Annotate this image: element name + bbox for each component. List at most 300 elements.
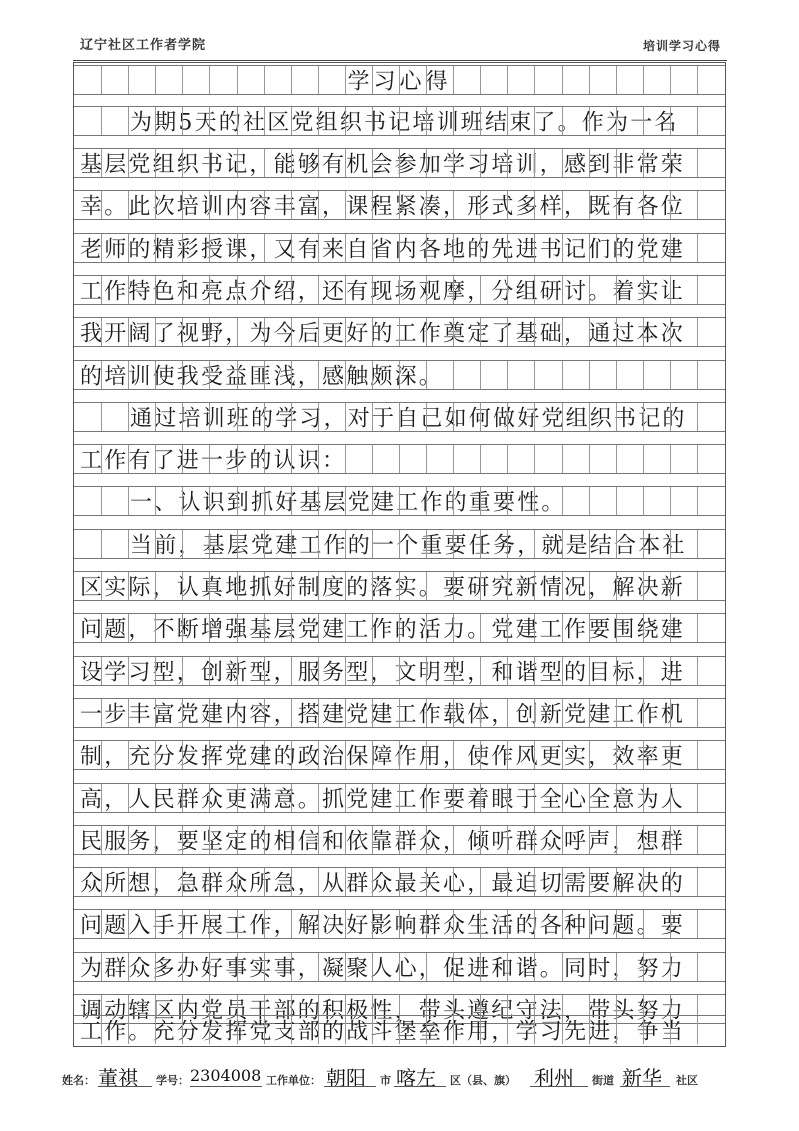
text-line-2 (74, 148, 725, 178)
grid-divider (562, 614, 563, 642)
grid-divider (670, 826, 671, 854)
grid-divider (426, 530, 427, 558)
grid-divider (643, 66, 644, 94)
grid-divider (534, 191, 535, 219)
grid-divider (426, 1016, 427, 1044)
grid-divider (670, 741, 671, 769)
grid-divider (507, 445, 508, 473)
grid-divider (480, 953, 481, 981)
grid-divider (372, 657, 373, 685)
grid-divider (399, 572, 400, 600)
grid-divider (534, 826, 535, 854)
grid-divider (643, 699, 644, 727)
text-line-17 (74, 783, 725, 813)
grid-divider (697, 572, 698, 600)
grid-divider (399, 361, 400, 389)
grid-divider (589, 784, 590, 812)
grid-divider (697, 276, 698, 304)
grid-divider (155, 530, 156, 558)
grid-divider (426, 445, 427, 473)
grid-divider (372, 953, 373, 981)
grid-divider (643, 953, 644, 981)
grid-divider (507, 487, 508, 515)
grid-divider (101, 826, 102, 854)
grid-divider (345, 572, 346, 600)
grid-divider (399, 1016, 400, 1044)
grid-divider (589, 1016, 590, 1044)
grid-divider (453, 614, 454, 642)
grid-divider (101, 487, 102, 515)
grid-divider (480, 910, 481, 938)
document-type: 培训学习心得 (642, 39, 721, 53)
grid-divider (372, 699, 373, 727)
grid-divider (643, 361, 644, 389)
grid-divider (670, 1016, 671, 1044)
street-value: 利州 (534, 1066, 574, 1090)
grid-divider (237, 953, 238, 981)
grid-divider (616, 403, 617, 431)
text-line-12 (74, 571, 725, 601)
grid-divider (453, 910, 454, 938)
grid-divider (697, 318, 698, 346)
grid-divider (670, 403, 671, 431)
grid-divider (101, 66, 102, 94)
grid-divider (589, 826, 590, 854)
grid-divider (264, 361, 265, 389)
grid-divider (291, 657, 292, 685)
grid-divider (480, 276, 481, 304)
grid-divider (128, 741, 129, 769)
grid-divider (453, 572, 454, 600)
grid-divider (399, 784, 400, 812)
grid-divider (507, 657, 508, 685)
grid-divider (101, 318, 102, 346)
grid-divider (534, 699, 535, 727)
grid-divider (101, 1016, 102, 1044)
grid-divider (616, 741, 617, 769)
grid-divider (697, 234, 698, 262)
grid-divider (318, 276, 319, 304)
grid-divider (372, 572, 373, 600)
grid-divider (182, 826, 183, 854)
grid-divider (589, 530, 590, 558)
grid-divider (345, 403, 346, 431)
name-label: 姓名： (62, 1074, 95, 1087)
grid-divider (155, 487, 156, 515)
grid-divider (480, 107, 481, 135)
grid-divider (616, 699, 617, 727)
grid-divider (264, 741, 265, 769)
grid-divider (101, 699, 102, 727)
line-text: 民服务，要坚定的相信和依靠群众，倾听群众呼声，想群 (80, 829, 686, 855)
grid-divider (155, 149, 156, 177)
grid-divider (562, 149, 563, 177)
text-line-15 (74, 698, 725, 728)
grid-divider (616, 445, 617, 473)
grid-divider (426, 572, 427, 600)
grid-divider (643, 403, 644, 431)
grid-divider (345, 107, 346, 135)
grid-divider (643, 910, 644, 938)
grid-divider (562, 318, 563, 346)
grid-divider (209, 361, 210, 389)
grid-divider (128, 234, 129, 262)
line-text: 通过培训班的学习，对于自己如何做好党组织书记的 (130, 406, 687, 432)
grid-divider (507, 614, 508, 642)
grid-divider (697, 403, 698, 431)
grid-divider (480, 699, 481, 727)
grid-divider (128, 276, 129, 304)
grid-divider (209, 868, 210, 896)
grid-divider (670, 191, 671, 219)
grid-divider (209, 487, 210, 515)
grid-divider (507, 191, 508, 219)
text-line-5 (74, 275, 725, 305)
grid-divider (480, 657, 481, 685)
grid-divider (237, 487, 238, 515)
grid-divider (426, 149, 427, 177)
grid-divider (480, 191, 481, 219)
grid-divider (643, 234, 644, 262)
grid-divider (670, 107, 671, 135)
grid-divider (643, 276, 644, 304)
grid-divider (507, 318, 508, 346)
grid-divider (697, 487, 698, 515)
grid-divider (589, 741, 590, 769)
grid-divider (264, 868, 265, 896)
grid-divider (345, 826, 346, 854)
grid-divider (101, 530, 102, 558)
grid-divider (697, 1016, 698, 1044)
grid-divider (264, 107, 265, 135)
text-line-8 (74, 402, 725, 432)
grid-divider (670, 66, 671, 94)
grid-divider (534, 572, 535, 600)
manuscript-sheet (73, 62, 726, 1047)
grid-divider (562, 66, 563, 94)
grid-divider (562, 487, 563, 515)
grid-divider (616, 276, 617, 304)
grid-divider (128, 1016, 129, 1044)
grid-divider (264, 276, 265, 304)
grid-divider (616, 953, 617, 981)
grid-divider (264, 614, 265, 642)
grid-divider (291, 868, 292, 896)
grid-divider (101, 276, 102, 304)
grid-divider (453, 953, 454, 981)
grid-divider (562, 1016, 563, 1044)
grid-divider (534, 657, 535, 685)
grid-divider (562, 361, 563, 389)
grid-divider (453, 149, 454, 177)
grid-divider (264, 953, 265, 981)
grid-divider (534, 784, 535, 812)
grid-divider (128, 953, 129, 981)
grid-divider (643, 572, 644, 600)
grid-divider (345, 784, 346, 812)
line-text: 工作特色和亮点介绍，还有现场观摩，分组研讨。着实让 (80, 279, 686, 305)
grid-divider (643, 149, 644, 177)
grid-divider (507, 1016, 508, 1044)
community-value: 新华 (622, 1066, 662, 1090)
street-underline (530, 1086, 588, 1087)
grid-divider (182, 445, 183, 473)
grid-divider (209, 1016, 210, 1044)
grid-divider (507, 234, 508, 262)
city-underline (324, 1086, 376, 1087)
grid-divider (318, 445, 319, 473)
grid-divider (562, 741, 563, 769)
grid-divider (643, 1016, 644, 1044)
grid-divider (182, 1016, 183, 1044)
grid-divider (345, 953, 346, 981)
grid-divider (155, 614, 156, 642)
line-text: 高，人民群众更满意。抓党建工作要着眼于全心全意为人 (80, 787, 686, 813)
grid-divider (291, 910, 292, 938)
grid-divider (372, 403, 373, 431)
grid-divider (589, 66, 590, 94)
grid-divider (480, 445, 481, 473)
grid-divider (372, 1016, 373, 1044)
grid-divider (643, 657, 644, 685)
grid-divider (345, 191, 346, 219)
grid-divider (480, 66, 481, 94)
grid-divider (562, 276, 563, 304)
essay-title: 学习心得 (347, 69, 452, 95)
grid-divider (318, 953, 319, 981)
grid-divider (643, 107, 644, 135)
district-underline (394, 1086, 446, 1087)
grid-divider (480, 361, 481, 389)
grid-divider (399, 699, 400, 727)
grid-divider (480, 530, 481, 558)
text-line-14 (74, 656, 725, 686)
grid-divider (209, 572, 210, 600)
grid-divider (697, 784, 698, 812)
grid-divider (318, 149, 319, 177)
line-text: 设学习型，创新型，服务型，文明型，和谐型的目标，进 (80, 660, 686, 686)
line-text: 工作有了进一步的认识： (80, 448, 347, 474)
grid-divider (155, 445, 156, 473)
grid-divider (237, 318, 238, 346)
grid-divider (318, 361, 319, 389)
grid-divider (345, 1016, 346, 1044)
grid-divider (589, 445, 590, 473)
grid-divider (643, 826, 644, 854)
line-text: 问题，不断增强基层党建工作的活力。党建工作要围绕建 (80, 617, 686, 643)
grid-divider (128, 699, 129, 727)
grid-divider (264, 784, 265, 812)
grid-divider (426, 868, 427, 896)
grid-divider (291, 741, 292, 769)
grid-divider (318, 572, 319, 600)
grid-divider (209, 107, 210, 135)
grid-divider (399, 403, 400, 431)
grid-divider (318, 699, 319, 727)
grid-divider (507, 107, 508, 135)
grid-divider (237, 910, 238, 938)
grid-divider (534, 868, 535, 896)
grid-divider (589, 276, 590, 304)
grid-divider (128, 487, 129, 515)
grid-divider (155, 403, 156, 431)
district-value: 喀左 (396, 1066, 436, 1090)
text-line-16 (74, 740, 725, 770)
grid-divider (453, 487, 454, 515)
grid-divider (399, 318, 400, 346)
grid-divider (399, 826, 400, 854)
text-line-4 (74, 233, 725, 263)
grid-divider (670, 530, 671, 558)
grid-divider (182, 784, 183, 812)
grid-divider (589, 318, 590, 346)
school-name: 辽宁社区工作者学院 (80, 38, 207, 53)
grid-divider (697, 741, 698, 769)
text-line-11 (74, 529, 725, 559)
grid-divider (399, 66, 400, 94)
grid-divider (155, 784, 156, 812)
line-text: 的培训使我受益匪浅，感触颇深。 (80, 364, 444, 390)
street-suffix: 街道 (592, 1074, 614, 1087)
grid-divider (155, 699, 156, 727)
grid-divider (291, 445, 292, 473)
grid-divider (426, 826, 427, 854)
grid-divider (426, 699, 427, 727)
grid-divider (237, 530, 238, 558)
text-line-13 (74, 613, 725, 643)
grid-divider (345, 868, 346, 896)
grid-divider (182, 741, 183, 769)
grid-divider (426, 953, 427, 981)
grid-divider (534, 403, 535, 431)
grid-divider (237, 149, 238, 177)
grid-divider (237, 868, 238, 896)
grid-divider (534, 530, 535, 558)
grid-divider (399, 614, 400, 642)
line-text: 为期5天的社区党组织书记培训班结束了。作为一名 (130, 110, 679, 136)
grid-divider (318, 318, 319, 346)
line-text: 调动辖区内党员干部的积极性，带头遵纪守法，带头努力 (80, 998, 686, 1024)
grid-divider (345, 445, 346, 473)
grid-divider (453, 699, 454, 727)
line-text: 一步丰富党建内容，搭建党建工作载体，创新党建工作机 (80, 702, 686, 728)
grid-divider (562, 572, 563, 600)
grid-divider (372, 149, 373, 177)
text-line-7 (74, 360, 725, 390)
grid-divider (589, 572, 590, 600)
grid-divider (670, 699, 671, 727)
grid-divider (616, 149, 617, 177)
grid-divider (345, 657, 346, 685)
id-value: 2304008 (190, 1066, 262, 1085)
grid-divider (399, 868, 400, 896)
grid-divider (426, 318, 427, 346)
grid-divider (589, 191, 590, 219)
grid-divider (345, 910, 346, 938)
grid-divider (237, 572, 238, 600)
grid-divider (534, 361, 535, 389)
grid-divider (345, 66, 346, 94)
grid-divider (155, 191, 156, 219)
grid-divider (318, 614, 319, 642)
grid-divider (534, 445, 535, 473)
grid-divider (480, 149, 481, 177)
grid-divider (237, 699, 238, 727)
grid-divider (616, 826, 617, 854)
grid-divider (643, 530, 644, 558)
grid-divider (155, 361, 156, 389)
grid-divider (453, 530, 454, 558)
grid-divider (507, 784, 508, 812)
text-line-1 (74, 106, 725, 136)
grid-divider (318, 403, 319, 431)
grid-divider (616, 487, 617, 515)
grid-divider (128, 614, 129, 642)
grid-divider (616, 572, 617, 600)
grid-divider (264, 403, 265, 431)
grid-divider (155, 868, 156, 896)
grid-divider (155, 953, 156, 981)
grid-divider (670, 953, 671, 981)
grid-divider (453, 1016, 454, 1044)
grid-divider (209, 657, 210, 685)
grid-divider (101, 657, 102, 685)
grid-divider (128, 107, 129, 135)
grid-divider (453, 445, 454, 473)
grid-divider (291, 699, 292, 727)
grid-divider (399, 487, 400, 515)
grid-divider (318, 741, 319, 769)
grid-divider (670, 614, 671, 642)
grid-divider (101, 741, 102, 769)
grid-divider (182, 403, 183, 431)
grid-divider (209, 530, 210, 558)
grid-divider (237, 657, 238, 685)
grid-divider (562, 910, 563, 938)
grid-divider (182, 953, 183, 981)
grid-divider (345, 318, 346, 346)
grid-divider (318, 530, 319, 558)
grid-divider (101, 149, 102, 177)
grid-divider (209, 741, 210, 769)
grid-divider (480, 487, 481, 515)
grid-divider (291, 1016, 292, 1044)
grid-divider (237, 361, 238, 389)
grid-divider (209, 614, 210, 642)
grid-divider (589, 953, 590, 981)
grid-divider (697, 361, 698, 389)
text-line-10 (74, 486, 725, 516)
grid-divider (480, 741, 481, 769)
grid-divider (426, 741, 427, 769)
grid-divider (264, 530, 265, 558)
grid-divider (345, 741, 346, 769)
grid-divider (697, 699, 698, 727)
grid-divider (616, 318, 617, 346)
grid-divider (291, 487, 292, 515)
grid-divider (318, 234, 319, 262)
grid-divider (237, 66, 238, 94)
grid-divider (507, 953, 508, 981)
grid-divider (264, 1016, 265, 1044)
grid-divider (264, 318, 265, 346)
id-label: 学号： (156, 1074, 189, 1087)
grid-divider (372, 487, 373, 515)
grid-divider (697, 953, 698, 981)
grid-divider (372, 107, 373, 135)
grid-divider (209, 445, 210, 473)
grid-divider (534, 318, 535, 346)
